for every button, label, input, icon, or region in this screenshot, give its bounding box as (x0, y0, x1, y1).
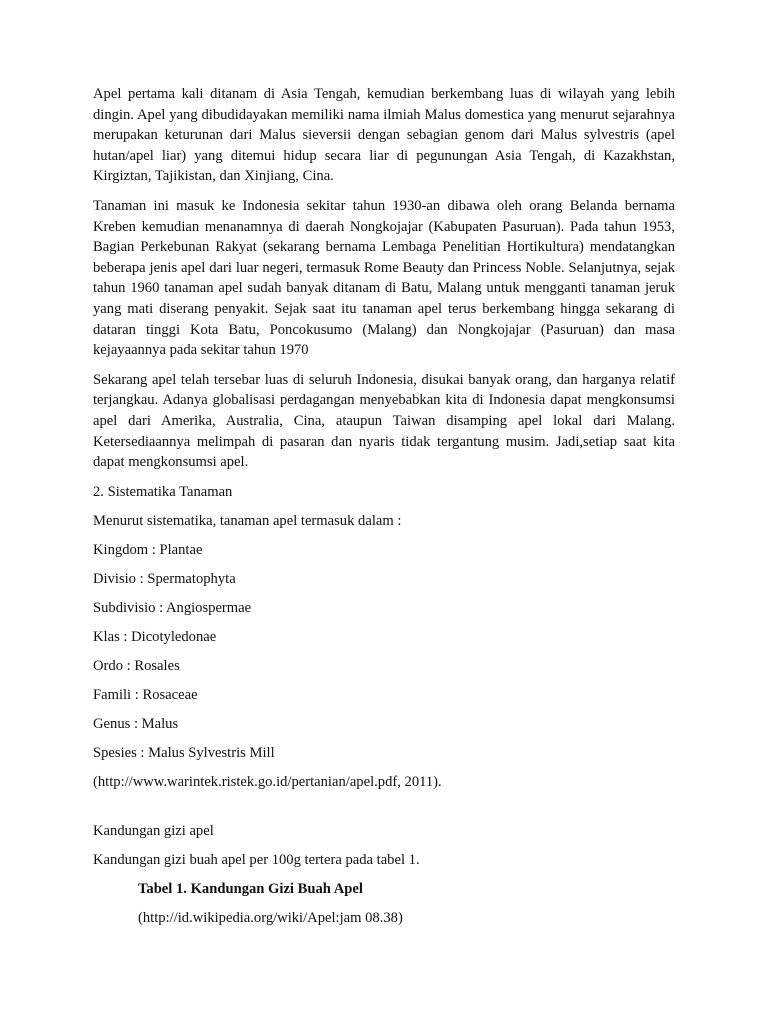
taxonomy-klas: Klas : Dicotyledonae (93, 628, 217, 645)
taxonomy-genus: Genus : Malus (93, 715, 179, 732)
taxonomy-spesies: Spesies : Malus Sylvestris Mill (93, 744, 275, 761)
taxonomy-divisio: Divisio : Spermatophyta (93, 570, 236, 587)
table-source: (http://id.wikipedia.org/wiki/Apel:jam 08.38) (138, 909, 403, 926)
taxonomy-intro: Menurut sistematika, tanaman apel termasuk dalam : (93, 512, 402, 529)
document-page (93, 84, 675, 937)
paragraph-origin: Apel pertama kali ditanam di Asia Tengah, kemudian berkembang luas di wilayah yang lebih dingin. Apel yang dibudidayakan memiliki nama ilmiah Malus domestica yang menurut sejarahnya merupakan keturunan dari Malus sieversii dengan sebagian genom dari Malus sylvestris (apel hutan/apel liar) yang ditemui hidup secara liar di pegunungan Asia Tengah, di Kazakhstan, Kirgiztan, Tajikistan, dan Xinjiang, Cina. (93, 86, 675, 185)
taxonomy-subdivisio: Subdivisio : Angiospermae (93, 599, 252, 616)
taxonomy-source: (http://www.warintek.ristek.go.id/pertanian/apel.pdf, 2011). (93, 773, 442, 790)
blank-line (93, 801, 675, 821)
taxonomy-famili: Famili : Rosaceae (93, 686, 198, 703)
paragraph-history-indonesia: Tanaman ini masuk ke Indonesia sekitar tahun 1930-an dibawa oleh orang Belanda bernama Kreben kemudian menanamnya di daerah Nongkojajar (Kabupaten Pasuruan). Pada tahun 1953, Bagian Perkebunan Rakyat (sekarang bernama Lembaga Penelitian Hortikultura) mendatangkan beberapa jenis apel dari luar negeri, termasuk Rome Beauty dan Princess Noble. Selanjutnya, sejak tahun 1960 tanaman apel sudah banyak ditanam di Batu, Malang untuk mengganti tanaman jeruk yang mati diserang penyakit. Sejak saat itu tanaman apel terus berkembang hingga sekarang di dataran tinggi Kota Batu, Poncokusumo (Malang) dan Nongkojajar (Pasuruan) dan masa kejayaannya pada sekitar tahun 1970 (93, 197, 675, 359)
table-caption: Tabel 1. Kandungan Gizi Buah Apel (138, 880, 363, 897)
taxonomy-kingdom: Kingdom : Plantae (93, 541, 203, 558)
taxonomy-ordo: Ordo : Rosales (93, 657, 180, 674)
nutrition-heading: Kandungan gizi apel (93, 822, 214, 839)
section-heading: 2. Sistematika Tanaman (93, 483, 233, 500)
paragraph-distribution: Sekarang apel telah tersebar luas di seluruh Indonesia, disukai banyak orang, dan harganya relatif terjangkau. Adanya globalisasi perdagangan menyebabkan kita di Indonesia dapat mengkonsumsi apel dari Amerika, Australia, Cina, ataupun Taiwan disamping apel lokal dari Malang. Ketersediaannya melimpah di pasaran dan nyaris tidak tergantung musim. Jadi,setiap saat kita dapat mengkonsumsi apel. (93, 371, 675, 471)
nutrition-intro: Kandungan gizi buah apel per 100g tertera pada tabel 1. (93, 851, 420, 868)
